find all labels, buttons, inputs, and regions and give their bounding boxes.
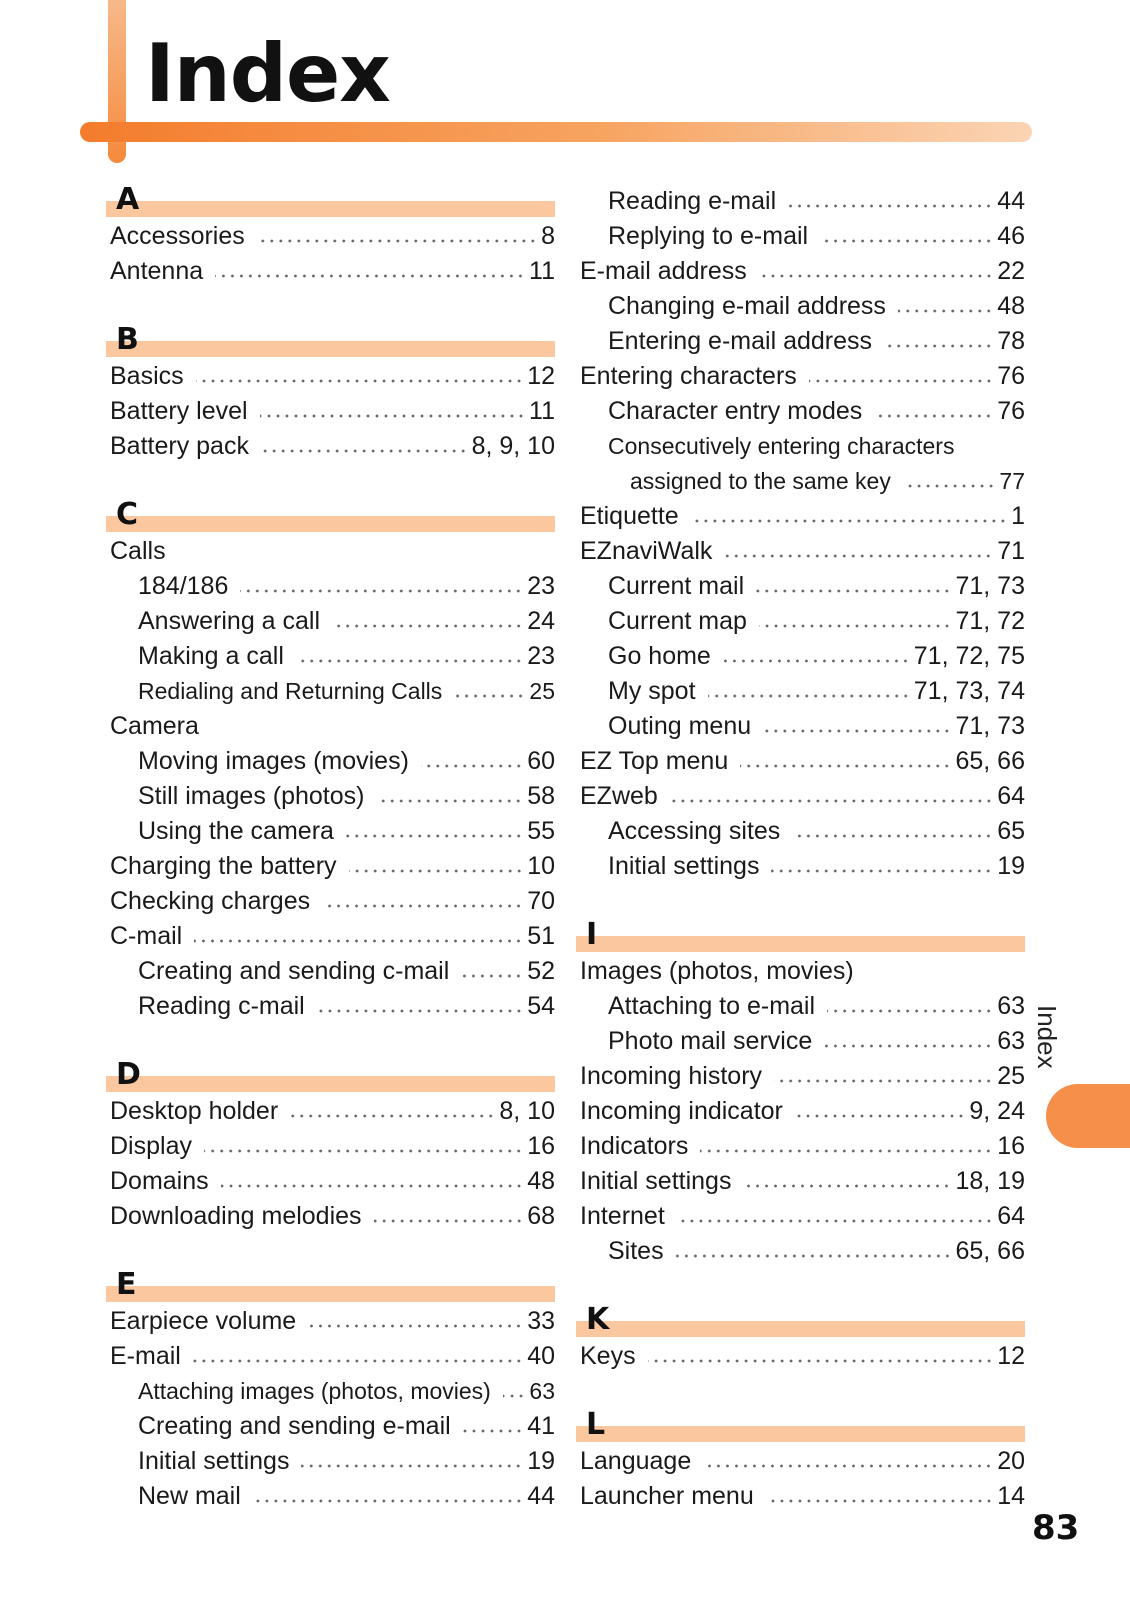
index-entry [580, 359, 1025, 394]
index-entry [580, 1129, 1025, 1164]
section-spacer [580, 1374, 1025, 1409]
entry-label: Calls [110, 537, 166, 565]
dot-leader [827, 1008, 993, 1014]
section-band [576, 936, 1025, 952]
index-entry [110, 1479, 555, 1514]
index-entry [580, 429, 1025, 464]
index-entry [110, 989, 555, 1024]
side-tab-marker [1046, 1084, 1130, 1148]
entry-label: Attaching images (photos, movies) [138, 1378, 491, 1404]
index-entry [110, 569, 555, 604]
dot-leader [332, 623, 523, 629]
entry-page: 76 [997, 397, 1025, 425]
entry-label: Accessing sites [608, 817, 781, 845]
header-horizontal-bar [80, 122, 1032, 142]
entry-label: Creating and sending e-mail [138, 1412, 451, 1440]
index-column-left [110, 184, 555, 1514]
dot-leader [308, 1323, 523, 1329]
entry-label: Checking charges [110, 887, 311, 915]
entry-page: 44 [527, 1482, 555, 1510]
dot-leader [874, 413, 993, 419]
index-entry [580, 184, 1025, 219]
dot-leader [676, 1253, 952, 1259]
dot-leader [792, 833, 993, 839]
dot-leader [795, 1113, 966, 1119]
entry-page: 65 [997, 817, 1025, 845]
index-entry [110, 1094, 555, 1129]
section-letter: E [116, 1267, 137, 1302]
index-entry [110, 814, 555, 849]
entry-label: Reading e-mail [608, 187, 777, 215]
dot-leader [196, 378, 524, 384]
entry-page: 63 [997, 992, 1025, 1020]
index-entry [110, 884, 555, 919]
section-letter: A [116, 182, 140, 217]
dot-leader [824, 1043, 993, 1049]
entry-label: EZnaviWalk [580, 537, 713, 565]
entry-page: 44 [997, 187, 1025, 215]
index-entry [110, 674, 555, 709]
section-spacer [110, 464, 555, 499]
entry-page: 65, 66 [955, 1237, 1025, 1265]
index-entry [580, 674, 1025, 709]
section-letter: B [116, 322, 139, 357]
index-entry [580, 1094, 1025, 1129]
dot-leader [691, 518, 1007, 524]
dot-leader [743, 1183, 951, 1189]
entry-page: 48 [527, 1167, 555, 1195]
entry-page: 48 [997, 292, 1025, 320]
entry-page: 8, 10 [499, 1097, 555, 1125]
entry-page: 71, 72 [955, 607, 1025, 635]
section-spacer [580, 1269, 1025, 1304]
entry-label: Entering characters [580, 362, 797, 390]
entry-page: 19 [997, 852, 1025, 880]
entry-label: E-mail [110, 1342, 181, 1370]
entry-label: Go home [608, 642, 711, 670]
entry-page: 41 [527, 1412, 555, 1440]
entry-label: Accessories [110, 222, 245, 250]
dot-leader [677, 1218, 993, 1224]
entry-page: 71, 73 [955, 712, 1025, 740]
entry-page: 51 [527, 922, 555, 950]
dot-leader [884, 343, 993, 349]
section-header [110, 499, 555, 534]
entry-page: 71, 73, 74 [913, 677, 1025, 705]
index-column-right [580, 184, 1025, 1514]
section-band [106, 1076, 555, 1092]
index-entry [580, 709, 1025, 744]
entry-label: Reading c-mail [138, 992, 305, 1020]
section-header [580, 919, 1025, 954]
entry-page: 23 [527, 572, 555, 600]
entry-page: 19 [527, 1447, 555, 1475]
index-entry [580, 849, 1025, 884]
dot-leader [763, 728, 951, 734]
dot-leader [809, 378, 993, 384]
entry-page: 71 [997, 537, 1025, 565]
entry-page: 11 [529, 397, 555, 425]
entry-page: 65, 66 [955, 747, 1025, 775]
entry-page: 16 [527, 1132, 555, 1160]
entry-label: Earpiece volume [110, 1307, 297, 1335]
entry-label: Initial settings [138, 1447, 290, 1475]
entry-page: 9, 24 [969, 1097, 1025, 1125]
dot-leader [260, 413, 525, 419]
entry-label: Indicators [580, 1132, 689, 1160]
entry-page: 54 [527, 992, 555, 1020]
dot-leader [503, 1393, 526, 1399]
entry-label: Moving images (movies) [138, 747, 409, 775]
index-entry [110, 429, 555, 464]
dot-leader [317, 1008, 523, 1014]
dot-leader [290, 1113, 495, 1119]
index-entry [580, 1059, 1025, 1094]
entry-page: 18, 19 [955, 1167, 1025, 1195]
index-entry [580, 604, 1025, 639]
index-entry [580, 1479, 1025, 1514]
dot-leader [774, 1078, 993, 1084]
dot-leader [296, 658, 523, 664]
entry-page: 16 [997, 1132, 1025, 1160]
index-entry [110, 1129, 555, 1164]
index-entry [580, 1339, 1025, 1374]
entry-page: 8, 9, 10 [471, 432, 555, 460]
index-entry [110, 1304, 555, 1339]
index-entry [110, 779, 555, 814]
dot-leader [700, 1148, 993, 1154]
dot-leader [788, 203, 993, 209]
entry-label: EZ Top menu [580, 747, 729, 775]
dot-leader [756, 588, 951, 594]
index-entry [580, 1234, 1025, 1269]
dot-leader [759, 273, 993, 279]
section-band [106, 341, 555, 357]
entry-page: 68 [527, 1202, 555, 1230]
entry-label: Incoming history [580, 1062, 763, 1090]
entry-page: 25 [529, 678, 555, 704]
index-entry [580, 1164, 1025, 1199]
entry-page: 12 [527, 362, 555, 390]
entry-page: 14 [997, 1482, 1025, 1510]
section-spacer [110, 1234, 555, 1269]
index-entry [110, 1374, 555, 1409]
section-letter: L [586, 1407, 606, 1442]
dot-leader [376, 798, 523, 804]
index-entry [580, 394, 1025, 429]
entry-page: 71, 73 [955, 572, 1025, 600]
section-header [580, 1409, 1025, 1444]
section-letter: K [586, 1302, 610, 1337]
section-header [580, 1304, 1025, 1339]
entry-page: 52 [527, 957, 555, 985]
entry-label: Launcher menu [580, 1482, 754, 1510]
dot-leader [215, 273, 525, 279]
dot-leader [194, 938, 523, 944]
entry-label: Using the camera [138, 817, 334, 845]
index-entry [580, 779, 1025, 814]
dot-leader [759, 623, 952, 629]
entry-label: 184/186 [138, 572, 229, 600]
dot-leader [648, 1358, 994, 1364]
section-spacer [110, 289, 555, 324]
index-entry [110, 1199, 555, 1234]
entry-label: Keys [580, 1342, 636, 1370]
index-entry [110, 1164, 555, 1199]
entry-label: EZweb [580, 782, 658, 810]
index-entry [580, 464, 1025, 499]
dot-leader [820, 238, 993, 244]
index-entry [580, 289, 1025, 324]
entry-label: Answering a call [138, 607, 321, 635]
index-entry [580, 499, 1025, 534]
index-entry [110, 254, 555, 289]
entry-label: Images (photos, movies) [580, 957, 854, 985]
entry-page: 11 [529, 257, 555, 285]
section-band [106, 1286, 555, 1302]
entry-label: assigned to the same key [630, 468, 891, 494]
entry-label: Language [580, 1447, 692, 1475]
entry-label: Display [110, 1132, 192, 1160]
dot-leader [301, 1463, 523, 1469]
dot-leader [253, 1498, 523, 1504]
index-entry [110, 1409, 555, 1444]
section-band [106, 201, 555, 217]
dot-leader [193, 1358, 523, 1364]
section-header [110, 1059, 555, 1094]
entry-label: Redialing and Returning Calls [138, 678, 443, 704]
entry-page: 58 [527, 782, 555, 810]
dot-leader [349, 868, 524, 874]
page-title: Index [145, 27, 390, 120]
entry-page: 10 [527, 852, 555, 880]
entry-page: 12 [997, 1342, 1025, 1370]
index-entry [110, 219, 555, 254]
entry-page: 40 [527, 1342, 555, 1370]
entry-page: 60 [527, 747, 555, 775]
entry-label: Entering e-mail address [608, 327, 873, 355]
entry-label: Battery level [110, 397, 248, 425]
entry-page: 20 [997, 1447, 1025, 1475]
entry-label: Still images (photos) [138, 782, 365, 810]
entry-label: Domains [110, 1167, 209, 1195]
index-entry [580, 814, 1025, 849]
entry-page: 8 [541, 222, 555, 250]
dot-leader [740, 763, 951, 769]
entry-page: 55 [527, 817, 555, 845]
dot-leader [257, 238, 537, 244]
entry-label: New mail [138, 1482, 241, 1510]
index-entry [110, 359, 555, 394]
entry-label: Initial settings [608, 852, 760, 880]
index-entry [110, 534, 555, 569]
index-entry [110, 1339, 555, 1374]
index-entry [110, 639, 555, 674]
entry-label: Replying to e-mail [608, 222, 809, 250]
section-spacer [110, 1024, 555, 1059]
section-header [110, 184, 555, 219]
index-entry [580, 1199, 1025, 1234]
index-entry [580, 569, 1025, 604]
entry-page: 63 [997, 1027, 1025, 1055]
section-band [576, 1426, 1025, 1442]
dot-leader [454, 693, 525, 699]
dot-leader [421, 763, 523, 769]
dot-leader [461, 973, 523, 979]
dot-leader [703, 1463, 993, 1469]
entry-label: Consecutively entering characters [608, 433, 955, 459]
index-entry [580, 639, 1025, 674]
index-entry [580, 954, 1025, 989]
section-header [110, 324, 555, 359]
entry-label: Basics [110, 362, 184, 390]
section-letter: C [116, 497, 139, 532]
entry-page: 64 [997, 782, 1025, 810]
dot-leader [261, 448, 468, 454]
entry-label: Internet [580, 1202, 665, 1230]
entry-label: Attaching to e-mail [608, 992, 816, 1020]
dot-leader [766, 1498, 993, 1504]
entry-label: Outing menu [608, 712, 752, 740]
entry-page: 1 [1011, 502, 1025, 530]
entry-label: Incoming indicator [580, 1097, 783, 1125]
section-letter: I [586, 917, 598, 952]
index-entry [580, 534, 1025, 569]
index-entry [110, 954, 555, 989]
entry-label: Sites [608, 1237, 664, 1265]
section-band [106, 516, 555, 532]
section-spacer [580, 884, 1025, 919]
entry-label: Photo mail service [608, 1027, 813, 1055]
dot-leader [771, 868, 993, 874]
index-entry [580, 989, 1025, 1024]
section-header [110, 1269, 555, 1304]
dot-leader [204, 1148, 523, 1154]
index-entry [580, 254, 1025, 289]
index-entry [580, 744, 1025, 779]
entry-label: Changing e-mail address [608, 292, 886, 320]
dot-leader [463, 1428, 524, 1434]
entry-label: Initial settings [580, 1167, 732, 1195]
entry-page: 71, 72, 75 [913, 642, 1025, 670]
dot-leader [221, 1183, 524, 1189]
entry-label: Battery pack [110, 432, 249, 460]
side-tab-label: Index [1032, 1005, 1062, 1069]
page-number: 83 [1032, 1508, 1080, 1548]
dot-leader [240, 588, 523, 594]
dot-leader [670, 798, 993, 804]
entry-label: Making a call [138, 642, 284, 670]
index-entry [110, 744, 555, 779]
entry-label: E-mail address [580, 257, 747, 285]
index-entry [110, 394, 555, 429]
dot-leader [322, 903, 523, 909]
index-entry [110, 919, 555, 954]
entry-label: My spot [608, 677, 696, 705]
entry-label: Charging the battery [110, 852, 337, 880]
index-entry [110, 604, 555, 639]
entry-page: 24 [527, 607, 555, 635]
entry-page: 22 [997, 257, 1025, 285]
entry-page: 23 [527, 642, 555, 670]
dot-leader [374, 1218, 524, 1224]
entry-label: Downloading melodies [110, 1202, 362, 1230]
entry-page: 33 [527, 1307, 555, 1335]
entry-label: Creating and sending c-mail [138, 957, 450, 985]
entry-page: 63 [529, 1378, 555, 1404]
index-entry [580, 1444, 1025, 1479]
entry-label: Current mail [608, 572, 745, 600]
entry-label: Antenna [110, 257, 204, 285]
index-entry [580, 324, 1025, 359]
entry-label: Character entry modes [608, 397, 863, 425]
dot-leader [723, 658, 910, 664]
entry-label: Desktop holder [110, 1097, 279, 1125]
index-entry [580, 1024, 1025, 1059]
entry-label: Current map [608, 607, 747, 635]
entry-page: 46 [997, 222, 1025, 250]
index-entry [110, 709, 555, 744]
entry-label: Etiquette [580, 502, 679, 530]
dot-leader [724, 553, 993, 559]
dot-leader [708, 693, 910, 699]
entry-page: 25 [997, 1062, 1025, 1090]
entry-page: 78 [997, 327, 1025, 355]
entry-label: Camera [110, 712, 199, 740]
index-entry [110, 849, 555, 884]
section-letter: D [116, 1057, 141, 1092]
entry-page: 76 [997, 362, 1025, 390]
dot-leader [898, 308, 993, 314]
entry-label: C-mail [110, 922, 183, 950]
dot-leader [346, 833, 523, 839]
dot-leader [903, 483, 996, 489]
entry-page: 77 [999, 468, 1025, 494]
index-entry [580, 219, 1025, 254]
section-band [576, 1321, 1025, 1337]
entry-page: 64 [997, 1202, 1025, 1230]
index-entry [110, 1444, 555, 1479]
entry-page: 70 [527, 887, 555, 915]
